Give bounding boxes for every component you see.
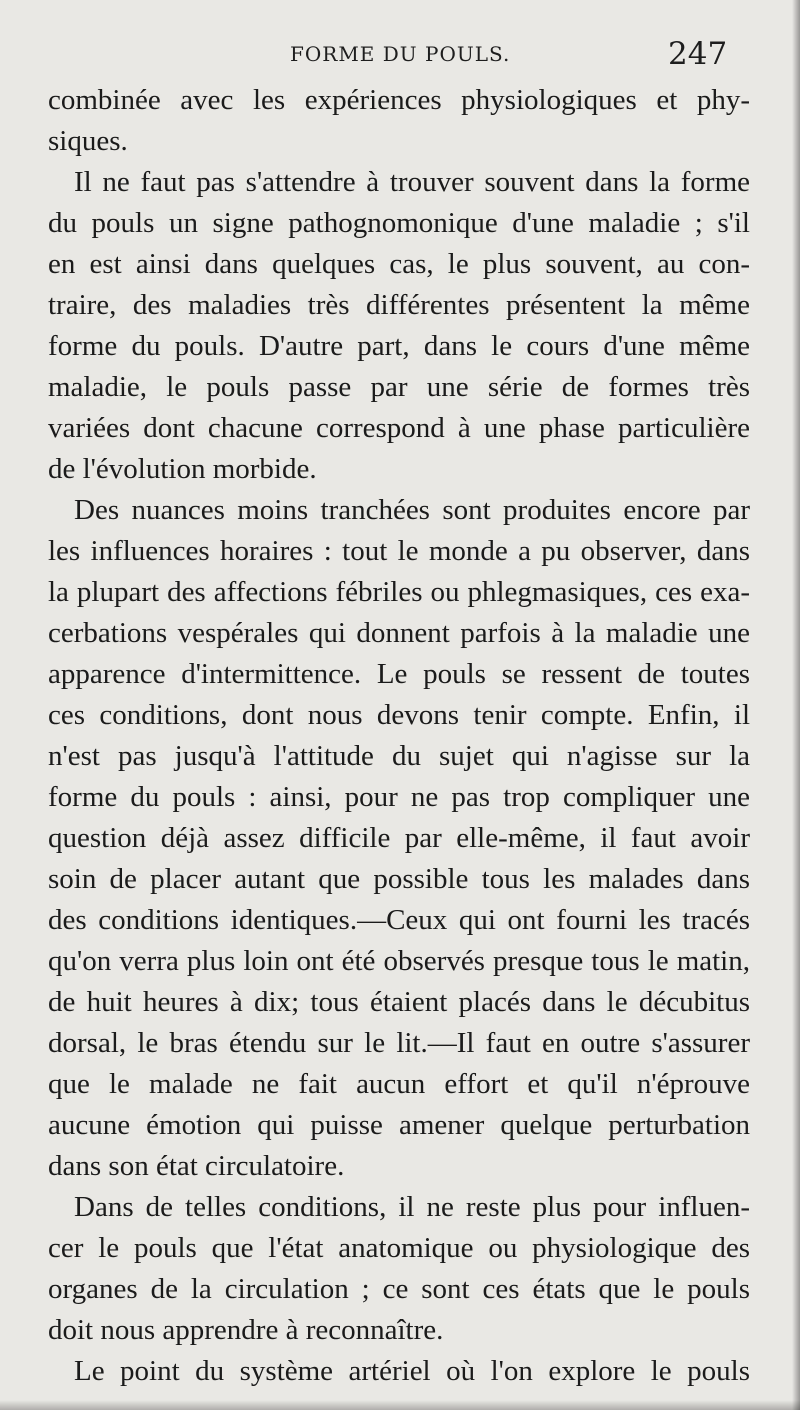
text-line: forme du pouls. D'autre part, dans le cours d'une même xyxy=(48,330,750,362)
text-line: traire, des maladies très différentes présentent la même xyxy=(48,289,750,321)
body-text xyxy=(48,80,750,1392)
page-bottom-shadow xyxy=(0,1400,800,1410)
text-line: combinée avec les expériences physiologiques et phy- xyxy=(48,84,750,116)
text-line: organes de la circulation ; ce sont ces états que le pouls xyxy=(48,1273,750,1305)
text-line: Le point du système artériel où l'on explore le pouls xyxy=(74,1355,750,1387)
text-line: du pouls un signe pathognomonique d'une maladie ; s'il xyxy=(48,207,750,239)
text-line: cerbations vespérales qui donnent parfois à la maladie une xyxy=(48,617,750,649)
text-line: Dans de telles conditions, il ne reste plus pour influen- xyxy=(74,1191,750,1223)
text-line: dans son état circulatoire. xyxy=(48,1150,345,1182)
text-line: Des nuances moins tranchées sont produites encore par xyxy=(74,494,750,526)
text-line: variées dont chacune correspond à une phase particulière xyxy=(48,412,750,444)
text-line: n'est pas jusqu'à l'attitude du sujet qui n'agisse sur la xyxy=(48,740,750,772)
text-line: apparence d'intermittence. Le pouls se ressent de toutes xyxy=(48,658,750,690)
text-line: aucune émotion qui puisse amener quelque perturbation xyxy=(48,1109,750,1141)
text-line: en est ainsi dans quelques cas, le plus souvent, au con- xyxy=(48,248,750,280)
running-title: FORME DU POULS. xyxy=(290,42,511,66)
text-line: forme du pouls : ainsi, pour ne pas trop compliquer une xyxy=(48,781,750,813)
text-line: soin de placer autant que possible tous les malades dans xyxy=(48,863,750,895)
text-line: ces conditions, dont nous devons tenir compte. Enfin, il xyxy=(48,699,750,731)
text-line: Il ne faut pas s'attendre à trouver souvent dans la forme xyxy=(74,166,750,198)
text-line: maladie, le pouls passe par une série de formes très xyxy=(48,371,750,403)
page-header xyxy=(0,36,800,76)
text-line: dorsal, le bras étendu sur le lit.—Il faut en outre s'assurer xyxy=(48,1027,750,1059)
text-line: de l'évolution morbide. xyxy=(48,453,317,485)
text-line: doit nous apprendre à reconnaître. xyxy=(48,1314,444,1346)
text-line: la plupart des affections fébriles ou phlegmasiques, ces exa- xyxy=(48,576,750,608)
text-line: que le malade ne fait aucun effort et qu'il n'éprouve xyxy=(48,1068,750,1100)
text-line: siques. xyxy=(48,125,128,157)
text-line: des conditions identiques.—Ceux qui ont fourni les tracés xyxy=(48,904,750,936)
text-line: de huit heures à dix; tous étaient placés dans le décubitus xyxy=(48,986,750,1018)
page-number: 247 xyxy=(668,36,728,72)
text-line: question déjà assez difficile par elle-même, il faut avoir xyxy=(48,822,750,854)
text-line: les influences horaires : tout le monde a pu observer, dans xyxy=(48,535,750,567)
text-line: qu'on verra plus loin ont été observés presque tous le matin, xyxy=(48,945,750,977)
text-line: cer le pouls que l'état anatomique ou physiologique des xyxy=(48,1232,750,1264)
page-edge-shadow xyxy=(792,0,800,1410)
